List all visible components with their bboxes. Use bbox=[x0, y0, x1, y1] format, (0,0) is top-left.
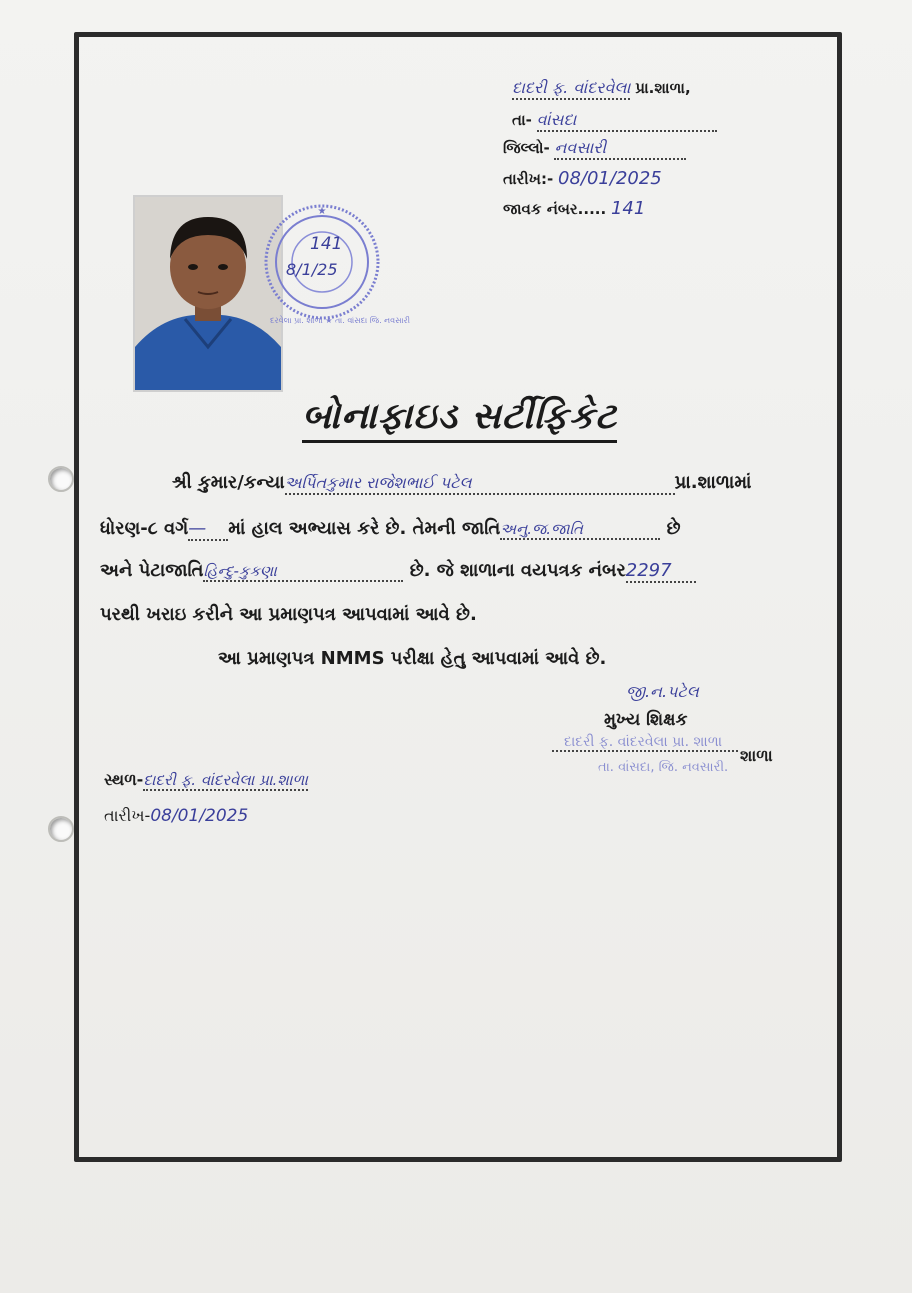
body-line-2 bbox=[100, 518, 680, 541]
body-line-1 bbox=[172, 472, 751, 495]
line2-prefix: ધોરણ-૮ વર્ગ bbox=[100, 518, 189, 539]
signature-dotted-line bbox=[552, 750, 738, 752]
student-name: અર્પિતકુમાર રાજેશભાઈ પટેલ bbox=[285, 473, 675, 495]
school-stamp-line-2: તા. વાંસદા, જિ. નવસારી. bbox=[598, 760, 729, 775]
footer-date-label: તારીખ- bbox=[104, 806, 151, 825]
line2-suffix: છે bbox=[666, 518, 681, 539]
seal-number-top: 141 bbox=[310, 234, 343, 254]
header-outward-value: 141 bbox=[610, 198, 646, 219]
header-taluka-line bbox=[512, 110, 717, 132]
caste-value: અનુ.જ.જાતિ bbox=[500, 520, 660, 540]
body-line-3 bbox=[100, 560, 696, 583]
line1-suffix: પ્રા.શાળામાં bbox=[674, 472, 752, 493]
header-date-value: 08/01/2025 bbox=[558, 168, 662, 189]
footer-place-label: સ્થળ- bbox=[104, 770, 144, 789]
header-taluka-label: તા- bbox=[512, 111, 532, 129]
school-seal bbox=[264, 188, 410, 334]
header-school-value: દાદરી ફ. વાંદરવેલા bbox=[512, 78, 630, 100]
header-district-line bbox=[503, 138, 686, 160]
register-value: 2297 bbox=[626, 560, 696, 583]
certificate-title: બોનાફાઇડ સર્ટીફિકેટ bbox=[302, 396, 617, 443]
footer-place-line bbox=[104, 770, 308, 791]
line3-prefix: અને પેટાજાતિ bbox=[100, 560, 204, 581]
footer-date-line bbox=[104, 806, 248, 826]
line1-prefix: શ્રી કુમાર/કન્યા bbox=[172, 472, 285, 493]
punch-hole-top bbox=[48, 466, 74, 492]
footer-date-value: 08/01/2025 bbox=[150, 806, 249, 826]
header-date-line bbox=[503, 168, 662, 189]
headmaster-role: મુખ્ય શિક્ષક bbox=[604, 710, 688, 730]
subcaste-value: હિન્દુ-કુકણા bbox=[203, 562, 403, 582]
header-school-suffix: પ્રા.શાળા, bbox=[635, 79, 691, 97]
line3-mid: છે. જે શાળાના વયપત્રક નંબર bbox=[409, 560, 626, 581]
header-district-value: નવસારી bbox=[554, 138, 686, 160]
seal-number-bottom: 8/1/25 bbox=[286, 260, 338, 279]
body-line-5: આ પ્રમાણપત્ર NMMS પરીક્ષા હેતુ આપવામાં આવે છે. bbox=[218, 648, 607, 669]
line2-mid: માં હાલ અભ્યાસ કરે છે. તેમની જાતિ bbox=[228, 518, 501, 539]
header-date-label: તારીખ:- bbox=[503, 170, 554, 188]
student-photo bbox=[133, 195, 283, 392]
seal-ring-text: દરવેલા પ્રા. શાળા ★ તા. વાંસદા જિ. નવસારી bbox=[270, 316, 410, 325]
body-line-4: પરથી ખરાઇ કરીને આ પ્રમાણપત્ર આપવામાં આવે છે. bbox=[100, 604, 477, 625]
headmaster-signature: જી.ન.પટેલ bbox=[626, 682, 699, 701]
header-outward-label: જાવક નંબર..... bbox=[503, 200, 607, 218]
header-district-label: જિલ્લો- bbox=[503, 139, 550, 157]
svg-text:★: ★ bbox=[317, 206, 327, 217]
school-stamp-line-1: દાદરી ફ. વાંદરવેલા પ્રા. શાળા bbox=[564, 734, 723, 750]
footer-place-value: દાદરી ફ. વાંદરવેલા પ્રા.શાળા bbox=[143, 771, 308, 789]
class-value: — bbox=[188, 518, 228, 541]
school-suffix: શાળા bbox=[740, 746, 773, 765]
header-taluka-value: વાંસદા bbox=[537, 110, 717, 132]
punch-hole-bottom bbox=[48, 816, 74, 842]
header-outward-line bbox=[503, 198, 645, 219]
header-school-line bbox=[512, 78, 691, 100]
